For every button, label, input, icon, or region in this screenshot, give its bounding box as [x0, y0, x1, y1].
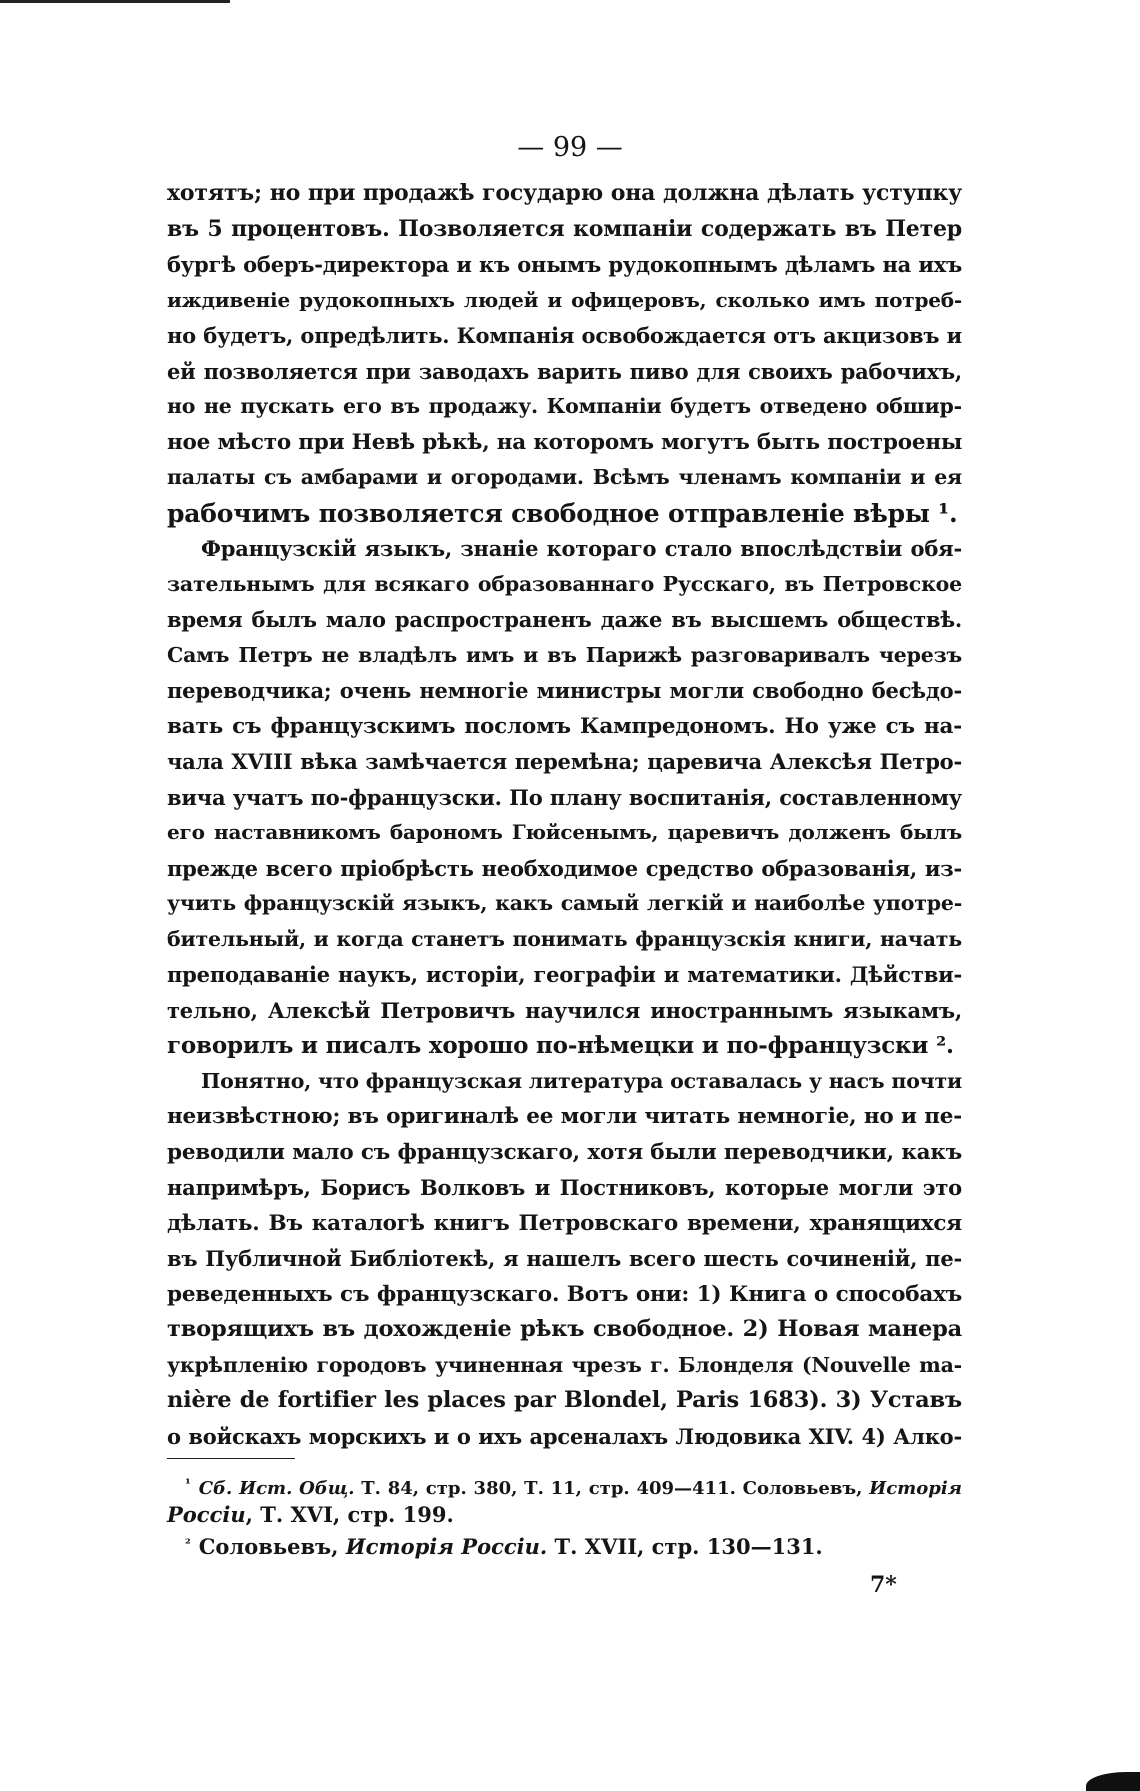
footnote-2-ref: Т. XVII, стр. 130—131.	[547, 1534, 823, 1559]
scan-corner-mark	[1086, 1772, 1140, 1791]
footnote-2-title: Исторія Россіи.	[345, 1534, 548, 1559]
text-line: рабочимъ позволяется свободное отправленіе вѣры ¹.	[167, 498, 958, 528]
text-line: иждивеніе рудокопныхъ людей и офицеровъ, сколько имъ потреб-	[167, 287, 962, 312]
text-line: переводчика; очень немногіе министры могли свободно бесѣдо-	[167, 678, 962, 703]
text-line: творящихъ въ дохожденіе рѣкъ свободное. 2) Новая манера	[167, 1316, 962, 1342]
page-number: — 99 —	[517, 132, 623, 163]
footnote-2-author: Соловьевъ,	[198, 1534, 346, 1559]
footnote-1-ref-cont: , Т. XVI, стр. 199.	[245, 1502, 454, 1527]
text-line: неизвѣстною; въ оригиналѣ ее могли читать немногіе, но и пе-	[167, 1104, 962, 1129]
footnote-1-title-cont: Россіи	[167, 1502, 246, 1527]
scan-edge-mark	[0, 0, 230, 3]
text-line: въ 5 процентовъ. Позволяется компаніи содержать въ Петер	[167, 215, 962, 242]
text-line: зательнымъ для всякаго образованнаго Русскаго, въ Петровское	[167, 571, 962, 596]
body-text	[167, 176, 962, 1454]
text-line: nière de fortifier les places par Blondel, Paris 1683). 3) Уставъ	[167, 1387, 962, 1413]
text-line: Понятно, что французская литература оставалась у насъ почти	[201, 1068, 962, 1093]
text-line: учить французскій языкъ, какъ самый легкій и наиболѣе употре-	[167, 891, 962, 915]
text-line: чала XVIII вѣка замѣчается перемѣна; царевича Алексѣя Петро-	[167, 749, 962, 774]
text-line: Самъ Петръ не владѣлъ имъ и въ Парижѣ разговаривалъ черезъ	[167, 642, 962, 667]
text-line: хотятъ; но при продажѣ государю она должна дѣлать уступку	[167, 180, 962, 206]
footnote-2-marker: ²	[185, 1537, 191, 1552]
text-line: въ Публичной Библіотекѣ, я нашелъ всего шесть сочиненій, пе-	[167, 1246, 962, 1271]
text-line: укрѣпленію городовъ учиненная чрезъ г. Блонделя (Nouvelle ma-	[167, 1352, 962, 1377]
footnotes	[167, 1470, 962, 1560]
text-line: преподаваніе наукъ, исторіи, географіи и математики. Дѣйстви-	[167, 962, 962, 987]
text-line: Французскій языкъ, знаніе котораго стало впослѣдствіи обя-	[201, 536, 962, 561]
text-line: палаты съ амбарами и огородами. Всѣмъ членамъ компаніи и ея	[167, 465, 962, 489]
footnote-rule	[167, 1458, 295, 1459]
footnote-1-line-1	[167, 1470, 962, 1500]
text-line: прежде всего пріобрѣсть необходимое средство образованія, из-	[167, 855, 962, 881]
text-line: ное мѣсто при Невѣ рѣкѣ, на которомъ могутъ быть построены	[167, 429, 963, 455]
text-line: бургѣ оберъ-директора и къ онымъ рудокопнымъ дѣламъ на ихъ	[167, 252, 962, 277]
text-line: дѣлать. Въ каталогѣ книгъ Петровскаго времени, хранящихся	[167, 1210, 962, 1236]
text-line: бительный, и когда станетъ понимать французскія книги, начать	[167, 926, 962, 951]
footnote-2-line-1	[167, 1530, 962, 1560]
text-line: реведенныхъ съ французскаго. Вотъ они: 1) Книга о способахъ	[167, 1281, 962, 1307]
text-line: говорилъ и писалъ хорошо по-нѣмецки и по-французски ².	[167, 1032, 954, 1059]
printer-signature: 7*	[870, 1572, 897, 1598]
footnote-1-source: Сб. Ист. Общ.	[198, 1478, 355, 1499]
text-line: время былъ мало распространенъ даже въ высшемъ обществѣ.	[167, 607, 962, 632]
text-line: вича учатъ по-французски. По плану воспитанія, составленному	[167, 784, 962, 810]
text-line: о войскахъ морскихъ и о ихъ арсеналахъ Людовика XIV. 4) Алко-	[167, 1423, 962, 1449]
footnote-1-ref: Т. 84, стр. 380, Т. 11, стр. 409—411. Соловьевъ,	[354, 1478, 870, 1499]
text-line: ей позволяется при заводахъ варить пиво для своихъ рабочихъ,	[167, 358, 962, 384]
text-line: напримѣръ, Борисъ Волковъ и Постниковъ, которые могли это	[167, 1175, 962, 1200]
footnote-1-marker: ¹	[185, 1477, 191, 1492]
footnote-1-title: Исторія	[869, 1478, 962, 1499]
text-line: но будетъ, опредѣлить. Компанія освобождается отъ акцизовъ и	[167, 323, 962, 348]
footnote-1-line-2	[167, 1500, 962, 1530]
text-line: вать съ французскимъ посломъ Кампредономъ. Но уже съ на-	[167, 713, 962, 739]
text-line: его наставникомъ барономъ Гюйсенымъ, царевичъ долженъ былъ	[167, 820, 962, 844]
text-line: тельно, Алексѣй Петровичъ научился иностраннымъ языкамъ,	[167, 997, 962, 1023]
text-line: но не пускать его въ продажу. Компаніи будетъ отведено обшир-	[167, 394, 962, 418]
text-line: реводили мало съ французскаго, хотя были переводчики, какъ	[167, 1139, 962, 1165]
